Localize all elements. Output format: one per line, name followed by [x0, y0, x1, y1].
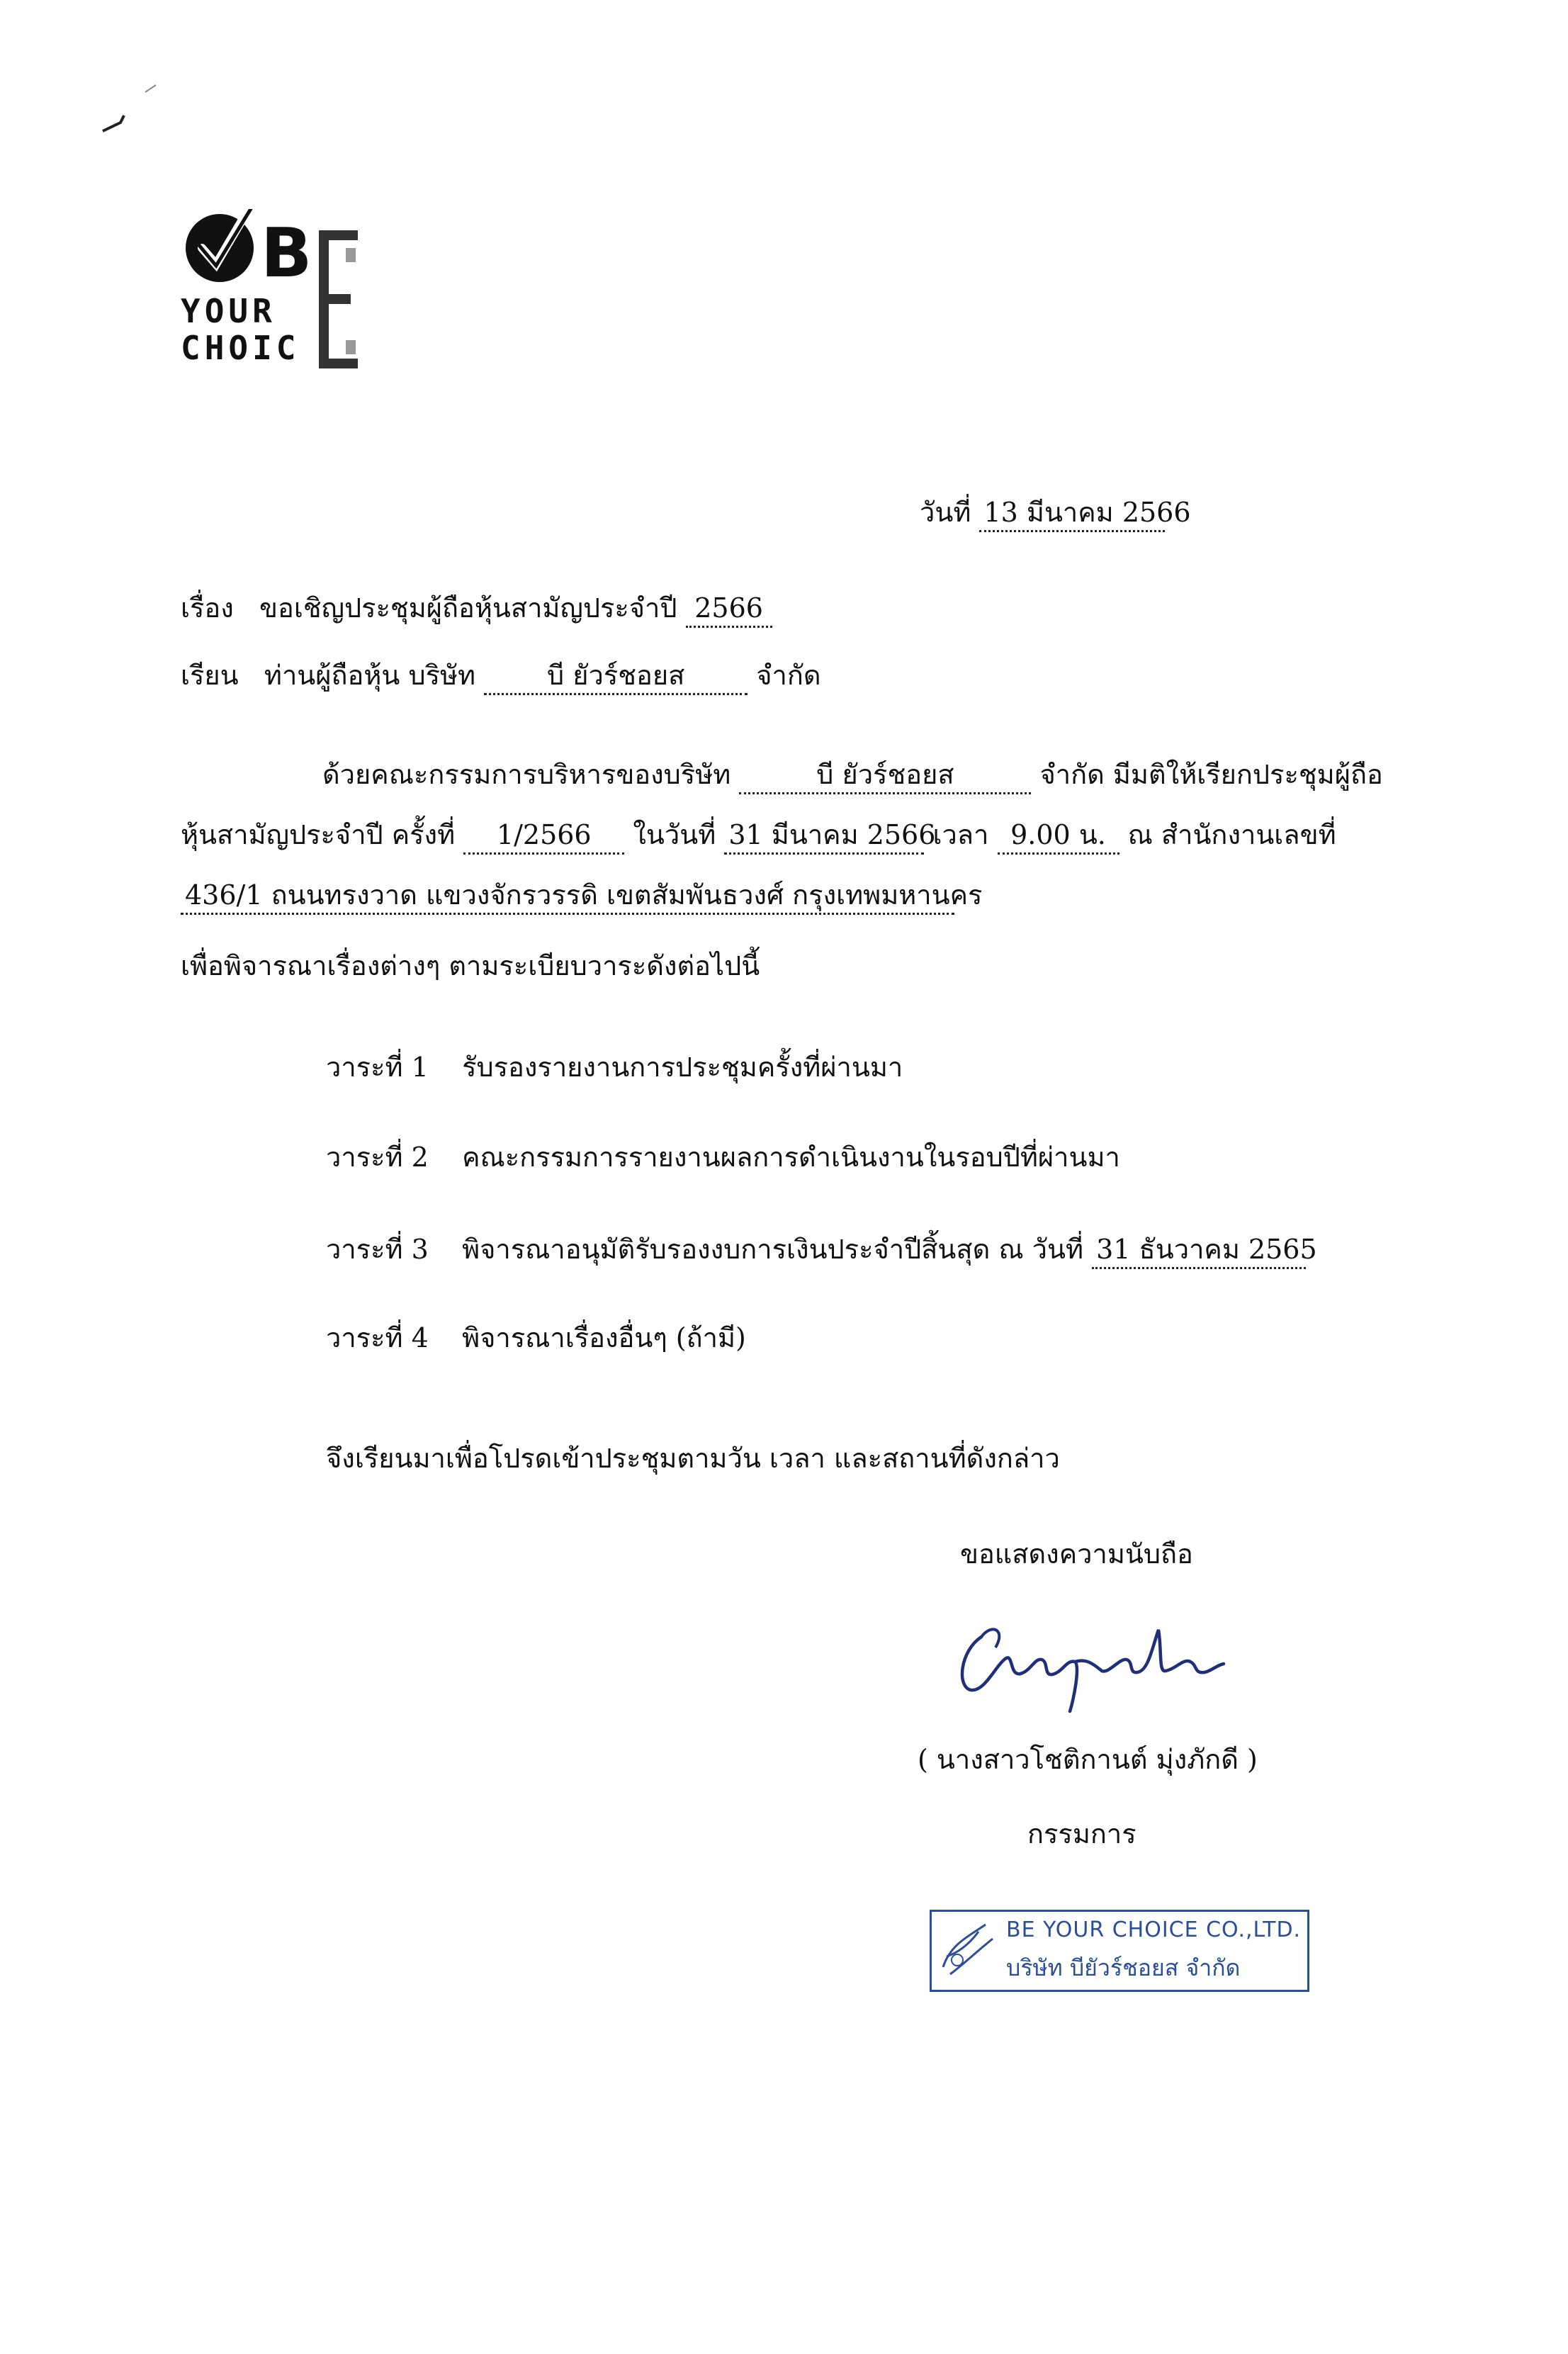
meeting-address: 436/1 ถนนทรงวาด แขวงจักรวรรดิ เขตสัมพันธวงศ์ กรุงเทพมหานคร [181, 877, 954, 915]
scan-mark-2 [142, 81, 163, 96]
logo-word-your: YOUR [181, 292, 276, 330]
body-line-2 [181, 815, 1336, 855]
agenda-text: คณะกรรมการรายงานผลการดำเนินงานในรอบปีที่ผ่านมา [462, 1142, 1120, 1173]
agenda-text: พิจารณาอนุมัติรับรองงบการเงินประจำปีสิ้นสุด ณ วันที่ [462, 1234, 1084, 1265]
scan-mark [99, 110, 142, 138]
agenda-item-1 [326, 1047, 903, 1087]
meeting-time: 9.00 น. [998, 817, 1119, 855]
stamp-line-thai: บริษัท บียัวร์ชอยส จำกัด [1006, 1954, 1241, 1981]
logo-letter-b: B [261, 215, 312, 293]
body-line-3 [181, 875, 983, 915]
subject-label: เรื่อง [181, 592, 234, 624]
date-label: วันที่ [920, 497, 971, 528]
recipient-company: บี ยัวร์ชอยส [484, 658, 748, 695]
body-p1-end: จำกัด มีมติให้เรียกประชุมผู้ถือ [1039, 759, 1383, 790]
agenda-item-4 [326, 1318, 746, 1358]
body-line-1 [322, 755, 1383, 794]
agenda-label: วาระที่ 2 [326, 1142, 429, 1173]
logo-word-choice: CHOIC [181, 329, 300, 367]
company-logo [177, 209, 383, 372]
subject-line [181, 588, 772, 628]
closing-regards: ขอแสดงความนับถือ [960, 1538, 1193, 1570]
recipient-suffix: จำกัด [756, 660, 821, 691]
signatory-name: ( นางสาวโชติกานต์ มุ่งภักดี ) [918, 1744, 1258, 1775]
closing-invitation: จึงเรียนมาเพื่อโปรดเข้าประชุมตามวัน เวลา และสถานที่ดังกล่าว [326, 1443, 1060, 1474]
recipient-line [181, 655, 821, 695]
checkmark-icon [186, 209, 254, 282]
body-p2-start: หุ้นสามัญประจำปี ครั้งที่ [181, 819, 456, 850]
agenda-label: วาระที่ 4 [326, 1322, 429, 1353]
handwritten-signature [953, 1609, 1229, 1715]
agenda-item-2 [326, 1137, 1120, 1177]
company-stamp [930, 1910, 1309, 1992]
date-line [920, 492, 1191, 532]
body-p2-end: ณ สำนักงานเลขที่ [1127, 819, 1336, 850]
agenda-item-3 [326, 1229, 1317, 1269]
body-company: บี ยัวร์ชอยส [739, 757, 1031, 794]
agenda-text: พิจารณาเรื่องอื่นๆ (ถ้ามี) [462, 1322, 746, 1353]
subject-text: ขอเชิญประชุมผู้ถือหุ้นสามัญประจำปี [259, 592, 677, 624]
recipient-text: ท่านผู้ถือหุ้น บริษัท [264, 660, 476, 691]
agenda-label: วาระที่ 3 [326, 1234, 429, 1265]
agenda-label: วาระที่ 1 [326, 1052, 429, 1083]
body-line-4 [181, 946, 760, 986]
signatory-position: กรรมการ [1027, 1818, 1136, 1849]
meeting-number: 1/2566 [463, 817, 624, 855]
recipient-label: เรียน [181, 660, 239, 691]
agenda-intro: เพื่อพิจารณาเรื่องต่างๆ ตามระเบียบวาระดังต่อไปนี้ [181, 950, 760, 981]
subject-year: 2566 [686, 590, 772, 628]
agenda-text: รับรองรายงานการประชุมครั้งที่ผ่านมา [462, 1052, 903, 1083]
fiscal-year-end-date: 31 ธันวาคม 2565 [1092, 1232, 1306, 1269]
stamp-line-english: BE YOUR CHOICE CO.,LTD. [1006, 1917, 1302, 1942]
date-value: 13 มีนาคม 2566 [979, 495, 1165, 532]
meeting-date: 31 มีนาคม 2566 [724, 817, 924, 855]
body-p1-start: ด้วยคณะกรรมการบริหารของบริษัท [322, 759, 731, 790]
logo-letter-e [319, 230, 358, 368]
body-p2-date-label: ในวันที่ [633, 819, 716, 850]
stamp-emblem-icon [936, 1917, 1000, 1981]
body-p2-time-label: เวลา [932, 819, 989, 850]
